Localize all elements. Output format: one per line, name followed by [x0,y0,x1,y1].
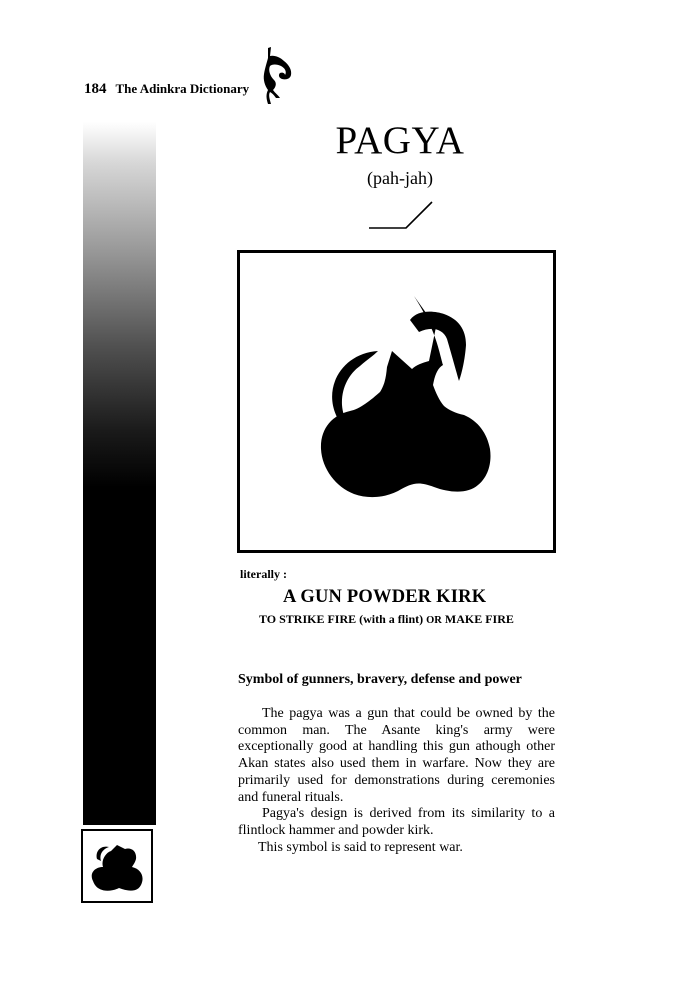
sub-meaning-part1: TO STRIKE FIRE (with a flint) [259,612,424,626]
page-number: 184 [84,81,107,97]
sankofa-bird-icon [258,46,300,106]
pagya-symbol-icon [240,253,553,550]
pronunciation: (pah-jah) [367,168,433,188]
literal-sub-meaning [259,612,514,627]
sub-meaning-part2: MAKE FIRE [444,612,514,626]
description-paragraph: This symbol is said to represent war. [258,839,463,855]
description-paragraph: The pagya was a gun that could be owned by the common man. The Asante king's army were exceptionally good at handling this gun athough other Akan states also used them in warfare. Now they are primarily used for demonstrations during ceremonies and funeral rituals. [238,706,555,805]
symbol-frame [237,250,556,553]
description-body [238,706,555,856]
symbol-of-heading: Symbol of gunners, bravery, defense and power [238,672,522,687]
book-title: The Adinkra Dictionary [115,81,250,96]
pagya-thumbnail-icon [83,831,151,901]
description-paragraph: Pagya's design is derived from its similarity to a flintlock hammer and powder kirk. [238,806,555,838]
literal-meaning: A GUN POWDER KIRK [283,587,487,607]
entry-title: PAGYA [335,119,465,162]
sub-meaning-or: OR [426,615,442,626]
literally-label: literally : [240,567,287,581]
sidebar-gradient-bar [83,122,156,825]
running-header [84,81,249,98]
thumbnail-frame [81,829,153,903]
tone-mark-icon [368,200,434,232]
